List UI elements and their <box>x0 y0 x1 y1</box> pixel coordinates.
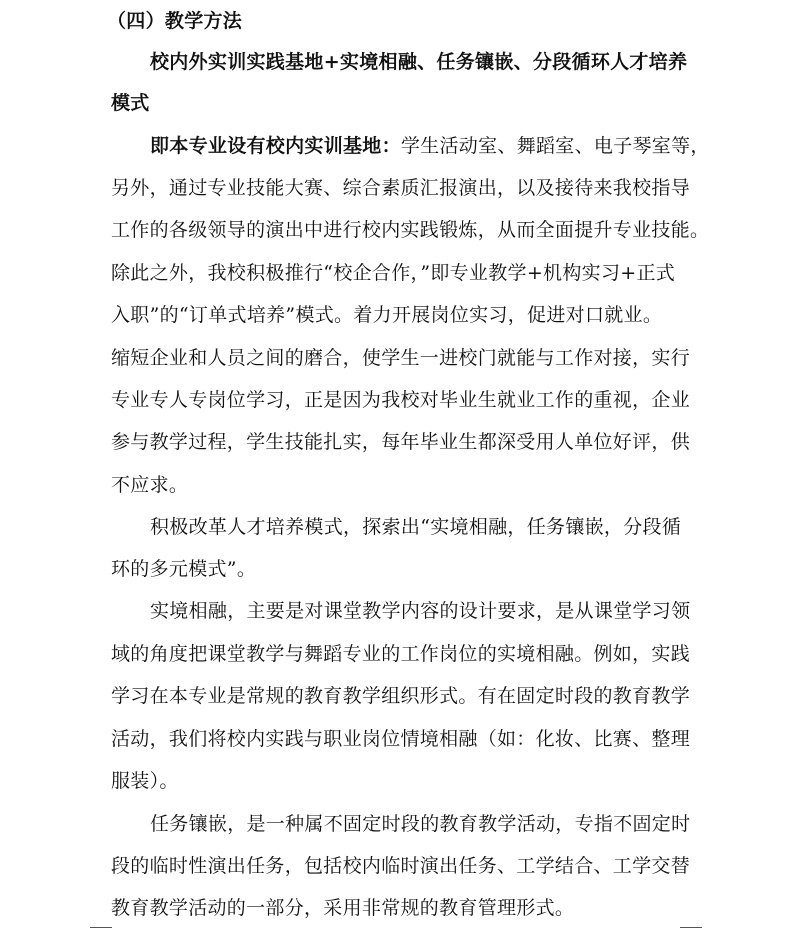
mode-title-line-2: 模式 <box>111 92 150 114</box>
para3-line-1: 实境相融，主要是对课堂教学内容的设计要求，是从课堂学习领 <box>150 600 691 622</box>
para1-line-4: 除此之外，我校积极推行“校企合作，”即专业教学+机构实习+正式 <box>111 262 676 284</box>
section-heading: （四）教学方法 <box>107 10 243 32</box>
para4-line-1: 任务镶嵌，是一种属不固定时段的教育教学活动，专指不固定时 <box>150 813 691 835</box>
para1-line-1 <box>150 134 710 158</box>
para2-line-1: 积极改革人才培养模式，探索出“实境相融，任务镶嵌，分段循 <box>150 516 682 538</box>
para3-line-5: 服装）。 <box>111 770 179 792</box>
para1-lead-bold: 即本专业设有校内实训基地： <box>150 135 401 157</box>
para4-line-2: 段的临时性演出任务，包括校内临时演出任务、工学结合、工学交替 <box>111 855 691 877</box>
para1-line-2: 另外，通过专业技能大赛、综合素质汇报演出，以及接待来我校指导 <box>111 177 691 199</box>
para1-line-7: 专业专人专岗位学习，正是因为我校对毕业生就业工作的重视，企业 <box>111 389 691 411</box>
para3-line-2: 域的角度把课堂教学与舞蹈专业的工作岗位的实境相融。例如，实践 <box>111 643 691 665</box>
para1-line-5: 入职”的“订单式培养”模式。着力开展岗位实习，促进对口就业。 <box>111 304 663 326</box>
para1-line-3: 工作的各级领导的演出中进行校内实践锻炼，从而全面提升专业技能。 <box>111 219 710 241</box>
para4-line-3: 教育教学活动的一部分，采用非常规的教育管理形式。 <box>111 897 575 919</box>
para2-line-2: 环的多元模式”。 <box>111 558 257 580</box>
crop-mark-left <box>90 927 112 928</box>
mode-title-line-1: 校内外实训实践基地+实境相融、任务镶嵌、分段循环人才培养 <box>150 51 688 73</box>
para1-line-8: 参与教学过程，学生技能扎实，每年毕业生都深受用人单位好评，供 <box>111 431 691 453</box>
para1-lead-rest: 学生活动室、舞蹈室、电子琴室等， <box>400 135 710 157</box>
para1-line-6: 缩短企业和人员之间的磨合，使学生一进校门就能与工作对接，实行 <box>111 347 691 369</box>
para3-line-4: 活动，我们将校内实践与职业岗位情境相融（如：化妆、比赛、整理 <box>111 728 691 750</box>
para3-line-3: 学习在本专业是常规的教育教学组织形式。有在固定时段的教育教学 <box>111 685 691 707</box>
crop-mark-right <box>680 927 702 928</box>
para1-line-9: 不应求。 <box>111 474 189 496</box>
